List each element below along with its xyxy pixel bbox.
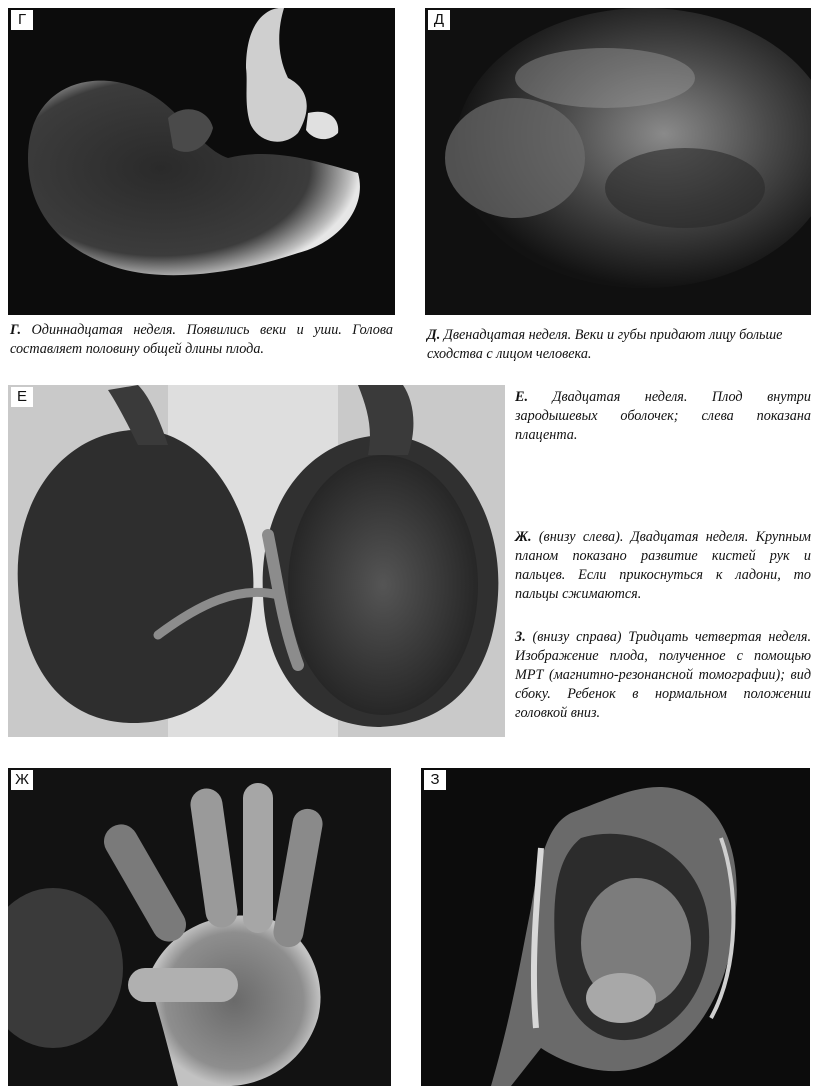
panel-letter-g: Г (11, 10, 33, 30)
caption-zh-text: (внизу слева). Двадцатая неделя. Крупным планом показано развитие кистей рук и пальцев. Если прикоснуться к ладони, то пальцы сжимаются. (515, 529, 811, 602)
caption-d-label: Д. (427, 327, 441, 343)
caption-g-text: Одиннадцатая неделя. Появились веки и уши. Голова составляет половину общей длины плода. (10, 322, 393, 357)
panel-letter-d: Д (428, 10, 450, 30)
photo-twentieth-week-fetus (8, 385, 505, 737)
photo-mri-scan (421, 768, 810, 1086)
caption-e-text: Двадцатая неделя. Плод внутри зародышевых оболочек; слева показана плацента. (515, 389, 811, 443)
photo-eleventh-week-embryo (8, 8, 395, 315)
caption-z (515, 628, 811, 723)
panel-letter-z: З (424, 770, 446, 790)
caption-z-text: (внизу справа) Тридцать четвертая неделя. Изображение плода, полученное с помощью МРТ (магнитно-резонансной томографии); вид сбоку. Ребенок в нормальном положении головкой вниз. (515, 629, 812, 721)
fetus-membranes-image (8, 385, 505, 737)
photo-twelfth-week-face (425, 8, 811, 315)
caption-g-label: Г. (10, 322, 22, 338)
fetal-face-image (425, 8, 811, 315)
fetal-hand-image (8, 768, 391, 1086)
caption-e (515, 388, 811, 445)
caption-d-text: Двенадцатая неделя. Веки и губы придают лицу больше сходства с лицом человека. (427, 327, 783, 362)
mri-scan-image (421, 768, 810, 1086)
caption-zh (515, 528, 811, 604)
caption-zh-label: Ж. (515, 529, 532, 545)
photo-fetal-hand (8, 768, 391, 1086)
caption-d (427, 326, 812, 364)
caption-z-label: З. (515, 629, 526, 645)
panel-letter-zh: Ж (11, 770, 33, 790)
embryo-image (8, 8, 395, 315)
caption-g (10, 321, 393, 359)
caption-e-label: Е. (515, 389, 529, 405)
panel-letter-e: Е (11, 387, 33, 407)
